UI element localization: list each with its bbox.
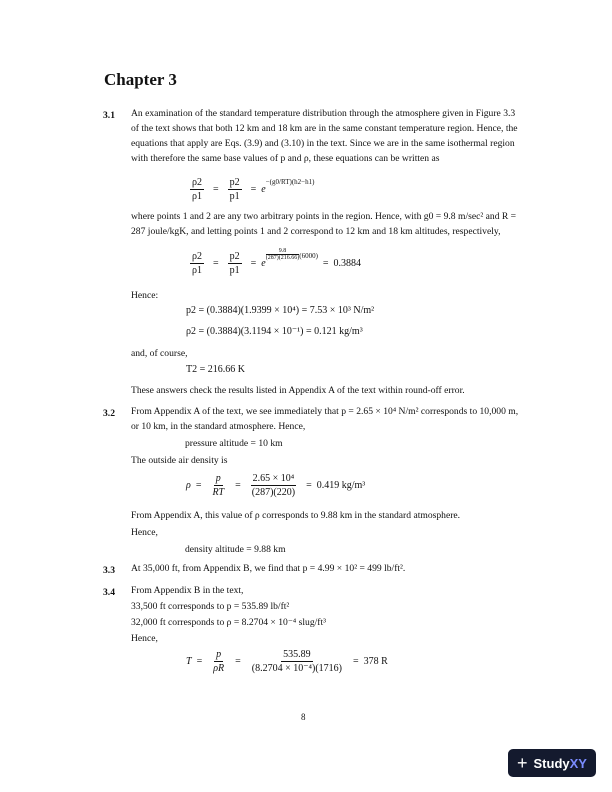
problem-3-3-text: At 35,000 ft, from Appendix B, we find that p = 4.99 × 10² = 499 lb/ft². — [131, 563, 406, 574]
eq2-mid-den: p1 — [229, 265, 240, 276]
eq1-mid-den: p1 — [229, 191, 240, 202]
equation-3-1-c: p2 = (0.3884)(1.9399 × 10⁴) = 7.53 × 10³ N/m² — [186, 305, 375, 316]
eq34-num1: p — [216, 649, 222, 660]
problem-3-4-line2: 33,500 ft corresponds to p = 535.89 lb/ft² — [131, 601, 290, 612]
eq2-exponent — [266, 248, 300, 261]
eq2-lhs-num: ρ2 — [192, 251, 202, 262]
problem-3-4-hence: Hence, — [131, 633, 158, 644]
problem-3-2-hence: Hence, — [131, 527, 158, 538]
density-altitude: density altitude = 9.88 km — [185, 544, 286, 555]
equation-3-1-a: $\frac{\rho 2}{\rho 1}$ = $\frac{p2}{p1}$ = e −(g0/RT)(h2−h1) — [192, 177, 315, 202]
eq2-lhs-den: ρ1 — [192, 265, 202, 276]
brand-name — [534, 756, 587, 771]
problem-number-3-3: 3.3 — [103, 565, 115, 576]
eq32-result: 0.419 kg/m³ — [316, 480, 366, 491]
brand-name-a: Study — [533, 755, 570, 771]
equation-3-2: ρ = $\frac{p}{RT}$ = $\frac{\text{2.65 × 10⁴}}{(287)(220)}$ = 0.419 kg/m³ — [186, 473, 366, 498]
eq32-den1: RT — [212, 487, 225, 498]
eq2-exp-bot: (287)(216.66) — [265, 255, 300, 261]
problem-3-1-intro: An examination of the standard temperature distribution through the atmosphere given in Figure 3.3 of the text shows that both 12 km and 18 km are in the same constant temperature region. Hence, the equations that apply are Eqs. (3.9) and (3.10) in the text. Since we are in the same isothermal region with therefore the same base values of p and ρ, these equations can be written as — [131, 108, 518, 164]
eq1-base: e — [261, 184, 266, 195]
problem-3-2-from-appendix: From Appendix A, this value of ρ corresponds to 9.88 km in the standard atmosphere. — [131, 510, 461, 521]
chapter-title: Chapter 3 — [104, 70, 177, 89]
problem-3-2-intro: From Appendix A of the text, we see immediately that p = 2.65 × 10⁴ N/m² corresponds to 10,000 m, or 10 km, in the standard atmosphere. Hence, — [131, 406, 519, 432]
eq1-lhs-den: ρ1 — [192, 191, 202, 202]
eq32-lhs: ρ — [186, 480, 191, 491]
eq32-num1: p — [215, 473, 221, 484]
plus-icon: + — [517, 753, 528, 773]
eq1-mid-num: p2 — [229, 177, 240, 188]
pressure-altitude: pressure altitude = 10 km — [185, 438, 283, 449]
eq34-result: 378 R — [363, 656, 388, 667]
eq34-den2: (8.2704 × 10⁻⁴)(1716) — [251, 663, 342, 674]
problem-3-4-line1: From Appendix B in the text, — [131, 585, 244, 596]
eq2-exp-tail: (6000) — [299, 251, 318, 260]
problem-3-4-line3: 32,000 ft corresponds to ρ = 8.2704 × 10⁻⁴ slug/ft³ — [131, 617, 327, 628]
eq32-num2: 2.65 × 10⁴ — [252, 473, 295, 484]
problem-number-3-4: 3.4 — [103, 587, 115, 598]
eq34-den1: ρR — [213, 663, 225, 674]
eq2-mid-num: p2 — [229, 251, 240, 262]
hence-label: Hence: — [131, 290, 159, 301]
equation-3-4: T = $\frac{p}{\rho R}$ = $\frac{535.89}{\text{(8.2704 × 10⁻⁴)(1716)}}$ = 378 R — [186, 649, 388, 674]
density-label: The outside air density is — [131, 455, 228, 466]
eq2-base: e — [261, 258, 266, 269]
and-of-course-text: and, of course, — [131, 348, 188, 359]
equation-3-1-e: T2 = 216.66 K — [186, 364, 245, 375]
problem-3-1-conclusion: These answers check the results listed in Appendix A of the text within round-off error. — [131, 385, 465, 396]
eq2-exp-top: 9.8 — [266, 248, 300, 255]
equation-3-1-d: ρ2 = (0.3884)(3.1194 × 10⁻¹) = 0.121 kg/m³ — [186, 326, 363, 337]
eq2-result: 0.3884 — [333, 258, 362, 269]
brand-name-b: XY — [569, 755, 587, 771]
eq34-num2: 535.89 — [283, 649, 311, 660]
problem-3-1-where: where points 1 and 2 are any two arbitrary points in the region. Hence, with g0 = 9.8 m/sec² and R = 287 joule/kgK, and letting points 1 and 2 correspond to 12 km and 18 km altitudes, respectively, — [131, 211, 517, 237]
eq1-exponent: −(g0/RT)(h2−h1) — [265, 177, 315, 186]
problem-number-3-2: 3.2 — [103, 408, 115, 419]
eq32-den2: (287)(220) — [251, 487, 296, 498]
studyxy-badge[interactable] — [508, 749, 596, 777]
problem-number-3-1: 3.1 — [103, 110, 115, 121]
eq34-lhs: T — [186, 656, 192, 667]
page-number: 8 — [301, 712, 306, 722]
equation-3-1-b: $\frac{\rho 2}{\rho 1}$ = $\frac{p2}{p1}$ = e 9.8 (287)(216.66) (6000) = 0.3884 — [192, 248, 362, 276]
eq1-lhs-num: ρ2 — [192, 177, 202, 188]
